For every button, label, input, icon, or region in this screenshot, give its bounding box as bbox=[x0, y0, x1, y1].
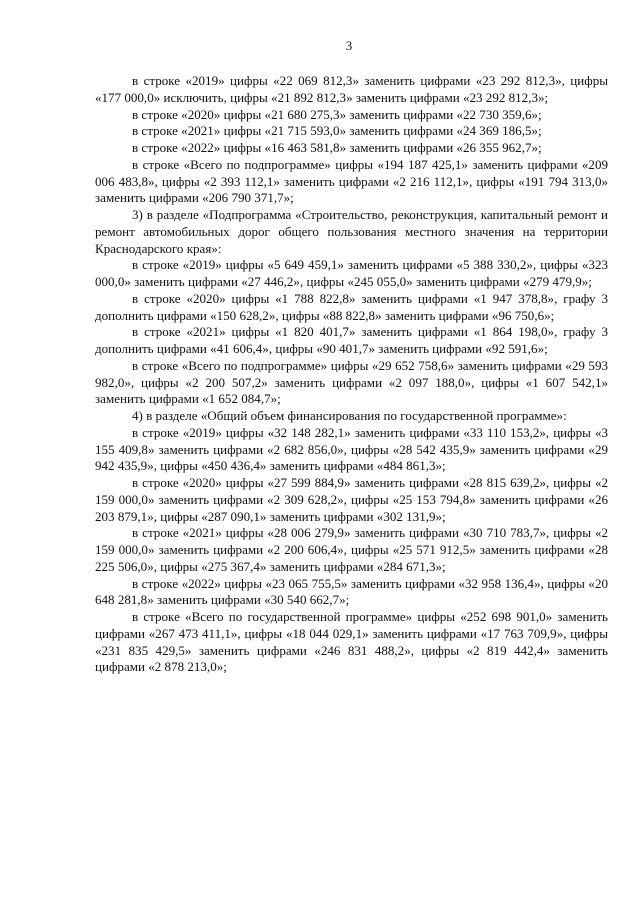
paragraph: в строке «Всего по подпрограмме» цифры «29 652 758,6» заменить цифрами «29 593 982,0», цифры «2 200 507,2» заменить цифрами «2 097 188,0», цифры «1 607 542,1» заменить цифрами «1 652 084,7»; bbox=[95, 357, 608, 407]
paragraph: в строке «2022» цифры «16 463 581,8» заменить цифрами «26 355 962,7»; bbox=[132, 140, 542, 155]
paragraph: в строке «2021» цифры «28 006 279,9» заменить цифрами «30 710 783,7», цифры «2 159 000,0» заменить цифрами «2 200 606,4», цифры «25 571 912,5» заменить цифрами «28 225 506,0», цифры «275 367,4» заменить цифрами «284 671,3»; bbox=[95, 525, 608, 574]
page-number: 3 bbox=[345, 38, 353, 53]
paragraph: в строке «2019» цифры «32 148 282,1» заменить цифрами «33 110 153,2», цифры «3 155 409,8» заменить цифрами «2 682 856,0», цифры «28 542 435,9» заменить цифрами «29 942 435,9», цифры «450 436,4» заменить цифрами «484 861,3»; bbox=[95, 424, 608, 474]
paragraph: в строке «2022» цифры «23 065 755,5» заменить цифрами «32 958 136,4», цифры «20 648 281,8» заменить цифрами «30 540 662,7»; bbox=[95, 575, 608, 608]
paragraph: в строке «Всего по государственной программе» цифры «252 698 901,0» заменить цифрами «267 473 411,1», цифры «18 044 029,1» заменить цифрами «17 763 709,9», цифры «231 835 429,5» заменить цифрами «246 831 488,2», цифры «2 819 442,4» заменить цифрами «2 878 213,0»; bbox=[95, 609, 608, 675]
paragraph: в строке «2021» цифры «21 715 593,0» заменить цифрами «24 369 186,5»; bbox=[132, 123, 542, 139]
document-body bbox=[95, 73, 608, 676]
paragraph: в строке «Всего по подпрограмме» цифры «194 187 425,1» заменить цифрами «209 006 483,8», цифры «2 393 112,1» заменить цифрами «2 216 112,1», цифры «191 794 313,0» заменить цифрами «206 790 371,7»; bbox=[95, 156, 608, 206]
paragraph: в строке «2019» цифры «22 069 812,3» заменить цифрами «23 292 812,3», цифры «177 000,0» исключить, цифры «21 892 812,3» заменить цифрами «23 292 812,3»; bbox=[95, 73, 608, 105]
paragraph: в строке «2020» цифры «1 788 822,8» заменить цифрами «1 947 378,8», графу 3 дополнить цифрами «150 628,2», цифры «88 822,8» заменить цифрами «96 750,6»; bbox=[95, 290, 608, 323]
paragraph: в строке «2020» цифры «27 599 884,9» заменить цифрами «28 815 639,2», цифры «2 159 000,0» заменить цифрами «2 309 628,2», цифры «25 153 794,8» заменить цифрами «26 203 879,1», цифры «287 090,1» заменить цифрами «302 131,9»; bbox=[95, 475, 608, 524]
section-heading-paragraph: 4) в разделе «Общий объем финансирования по государственной программе»: bbox=[132, 408, 567, 423]
section-heading-paragraph: 3) в разделе «Подпрограмма «Строительство, реконструкция, капитальный ремонт и ремонт автомобильных дорог общего пользования местного значения на территории Краснодарского края»: bbox=[95, 207, 608, 256]
paragraph: в строке «2019» цифры «5 649 459,1» заменить цифрами «5 388 330,2», цифры «323 000,0» заменить цифрами «27 446,2», цифры «245 055,0» заменить цифрами «279 479,9»; bbox=[95, 257, 608, 289]
paragraph: в строке «2021» цифры «1 820 401,7» заменить цифрами «1 864 198,0», графу 3 дополнить цифрами «41 606,4», цифры «90 401,7» заменить цифрами «92 591,6»; bbox=[95, 324, 608, 356]
paragraph: в строке «2020» цифры «21 680 275,3» заменить цифрами «22 730 359,6»; bbox=[132, 106, 542, 122]
